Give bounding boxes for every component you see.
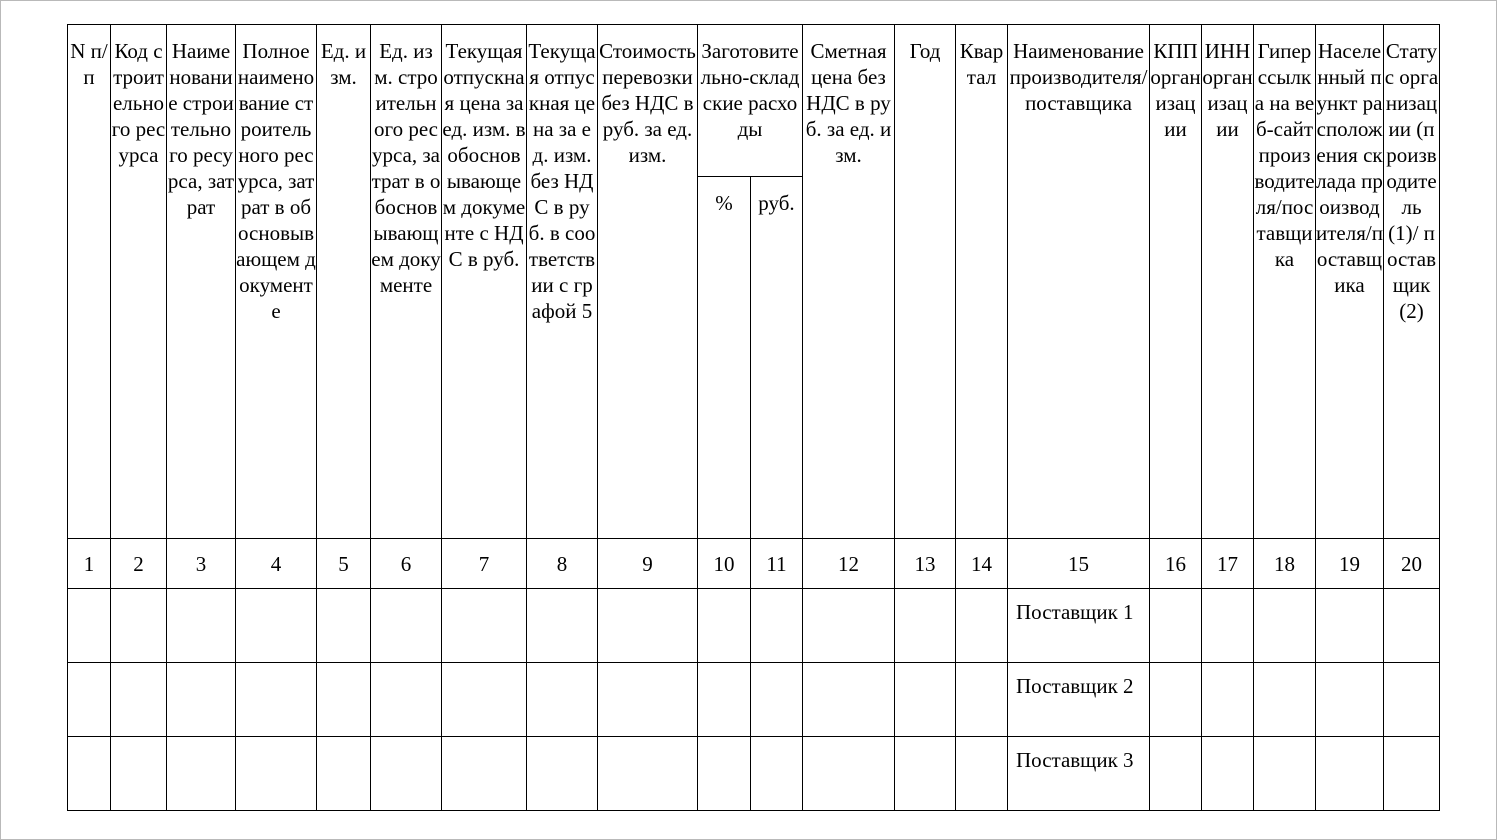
table-cell[interactable] [1202,663,1254,737]
col-number: 20 [1384,539,1440,589]
col-number: 9 [598,539,698,589]
table-cell[interactable] [1150,737,1202,811]
table-cell[interactable] [371,589,442,663]
col-number: 10 [698,539,751,589]
col-header-locality: Населенный пункт расположения склада производителя/поставщика [1316,25,1384,539]
table-cell[interactable] [956,663,1008,737]
supplier-name-cell[interactable]: Поставщик 1 [1008,589,1150,663]
col-header-supplier-name: Наименование производителя/поставщика [1008,25,1150,539]
table-cell[interactable] [1316,589,1384,663]
col-subheader-percent: % [698,177,751,539]
table-cell[interactable] [698,589,751,663]
table-cell[interactable] [956,589,1008,663]
table-cell[interactable] [167,589,236,663]
table-cell[interactable] [111,589,167,663]
table-cell[interactable] [371,737,442,811]
supplier-price-table [67,24,1440,811]
col-header-inn: ИНН организации [1202,25,1254,539]
col-number: 18 [1254,539,1316,589]
table-cell[interactable] [803,737,895,811]
table-cell[interactable] [1384,663,1440,737]
table-cell[interactable] [317,737,371,811]
col-header-quarter: Квартал [956,25,1008,539]
header-row [68,25,1440,177]
table-cell[interactable] [803,663,895,737]
col-header-number: N п/п [68,25,111,539]
supplier-name-cell[interactable]: Поставщик 3 [1008,737,1150,811]
table-cell[interactable] [527,663,598,737]
table-cell[interactable] [895,589,956,663]
col-number: 6 [371,539,442,589]
col-number: 3 [167,539,236,589]
col-number: 12 [803,539,895,589]
table-cell[interactable] [698,663,751,737]
table-cell[interactable] [442,589,527,663]
table-cell[interactable] [895,663,956,737]
col-number: 16 [1150,539,1202,589]
table-cell[interactable] [371,663,442,737]
col-header-estimated-price: Сметная цена без НДС в руб. за ед. изм. [803,25,895,539]
col-header-kpp: КПП организации [1150,25,1202,539]
col-header-full-resource-name: Полное наименование строительного ресурса, затрат в обосновывающем документе [236,25,317,539]
col-number: 14 [956,539,1008,589]
col-number: 17 [1202,539,1254,589]
col-header-org-status: Статус организации (производитель (1)/ поставщик (2) [1384,25,1440,539]
table-row [68,589,1440,663]
col-number: 15 [1008,539,1150,589]
table-cell[interactable] [317,589,371,663]
table-cell[interactable] [527,737,598,811]
col-subheader-rub: руб. [751,177,803,539]
table-cell[interactable] [1384,737,1440,811]
table-cell[interactable] [111,737,167,811]
table-row [68,663,1440,737]
supplier-name-cell[interactable]: Поставщик 2 [1008,663,1150,737]
table-cell[interactable] [751,663,803,737]
table-cell[interactable] [751,737,803,811]
table-cell[interactable] [167,663,236,737]
table-cell[interactable] [68,589,111,663]
table-cell[interactable] [751,589,803,663]
table-cell[interactable] [598,589,698,663]
table-cell[interactable] [527,589,598,663]
table-cell[interactable] [598,663,698,737]
col-number: 8 [527,539,598,589]
col-number: 2 [111,539,167,589]
table-cell[interactable] [1150,589,1202,663]
table-cell[interactable] [1254,737,1316,811]
table-cell[interactable] [236,663,317,737]
column-number-row [68,539,1440,589]
col-header-resource-code: Код строительного ресурса [111,25,167,539]
table-cell[interactable] [167,737,236,811]
col-header-resource-name: Наименование строительного ресурса, затрат [167,25,236,539]
col-number: 7 [442,539,527,589]
col-number: 19 [1316,539,1384,589]
col-header-website: Гиперссылка на веб-сайт производителя/поставщика [1254,25,1316,539]
col-header-transport-cost: Стоимость перевозки без НДС в руб. за ед. изм. [598,25,698,539]
table-cell[interactable] [1254,663,1316,737]
table-cell[interactable] [598,737,698,811]
col-number: 5 [317,539,371,589]
table-cell[interactable] [895,737,956,811]
table-cell[interactable] [1254,589,1316,663]
col-number: 13 [895,539,956,589]
col-number: 4 [236,539,317,589]
table-cell[interactable] [1150,663,1202,737]
table-cell[interactable] [68,737,111,811]
table-cell[interactable] [698,737,751,811]
table-cell[interactable] [956,737,1008,811]
table-cell[interactable] [111,663,167,737]
table-cell[interactable] [442,737,527,811]
table-cell[interactable] [1202,737,1254,811]
table-row [68,737,1440,811]
table-cell[interactable] [442,663,527,737]
table-cell[interactable] [236,737,317,811]
col-header-unit: Ед. изм. [317,25,371,539]
col-number: 1 [68,539,111,589]
col-number: 11 [751,539,803,589]
table-cell[interactable] [68,663,111,737]
table-cell[interactable] [236,589,317,663]
table-cell[interactable] [803,589,895,663]
table-cell[interactable] [1202,589,1254,663]
table-cell[interactable] [1316,663,1384,737]
table-cell[interactable] [1316,737,1384,811]
col-header-year: Год [895,25,956,539]
col-header-document-unit: Ед. изм. строительного ресурса, затрат в обосновывающем документе [371,25,442,539]
col-header-price-without-vat: Текущая отпускная цена за ед. изм. без НДС в руб. в соответствии с графой 5 [527,25,598,539]
table-cell[interactable] [1384,589,1440,663]
col-header-procurement-storage: Заготовительно-складские расходы [698,25,803,177]
col-header-price-with-vat: Текущая отпускная цена за ед. изм. в обосновывающем документе с НДС в руб. [442,25,527,539]
table-cell[interactable] [317,663,371,737]
